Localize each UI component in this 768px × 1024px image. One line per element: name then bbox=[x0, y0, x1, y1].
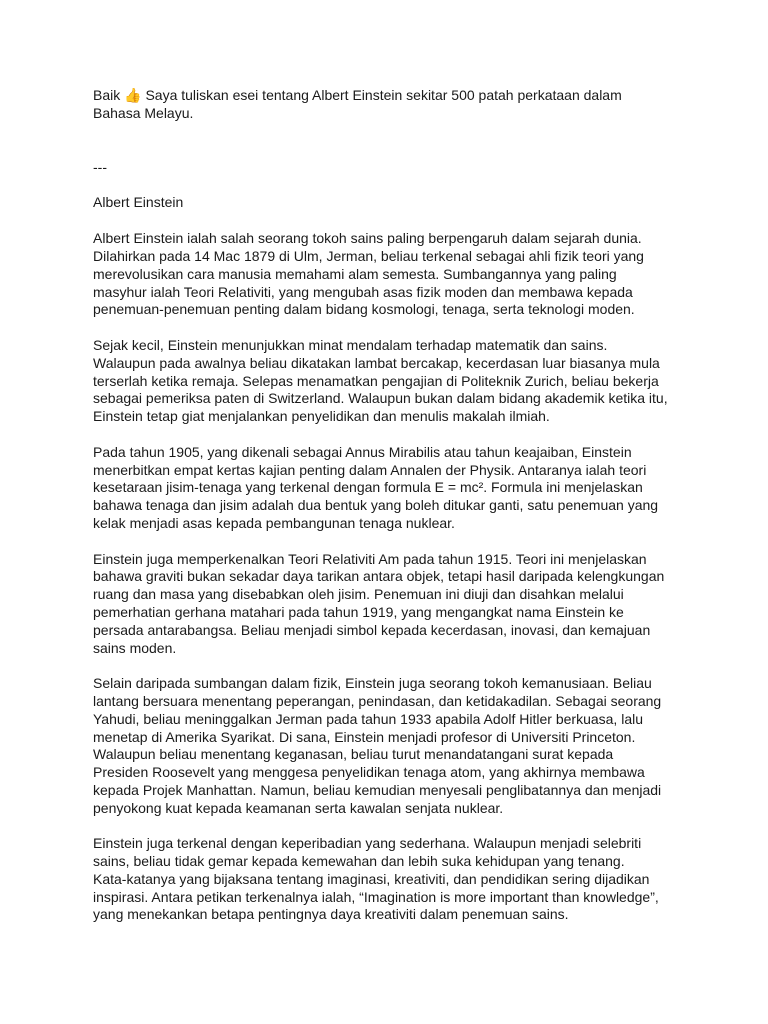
paragraph-4: Einstein juga memperkenalkan Teori Relativiti Am pada tahun 1915. Teori ini menjelaskan bahawa graviti bukan sekadar daya tarikan antara objek, tetapi hasil daripada kelengkungan ruang dan masa yang disebabkan oleh jisim. Penemuan ini diuji dan disahkan melalui pemerhatian gerhana matahari pada tahun 1919, yang mengangkat nama Einstein ke persada antarabangsa. Beliau menjadi simbol kepada kecerdasan, inovasi, dan kemajuan sains moden. bbox=[93, 550, 665, 656]
section-divider: --- bbox=[93, 158, 107, 175]
paragraph-2: Sejak kecil, Einstein menunjukkan minat mendalam terhadap matematik dan sains. Walaupun pada awalnya beliau dikatakan lambat bercakap, kecerdasan luar biasanya mula terserlah ketika remaja. Selepas menamatkan pengajian di Politeknik Zurich, beliau bekerja sebagai pemeriksa paten di Switzerland. Walaupun bukan dalam bidang akademik ketika itu, Einstein tetap giat menjalankan penyelidikan dan menulis makalah ilmiah. bbox=[93, 336, 668, 425]
paragraph-1: Albert Einstein ialah salah seorang tokoh sains paling berpengaruh dalam sejarah dunia. Dilahirkan pada 14 Mac 1879 di Ulm, Jerman, beliau terkenal sebagai ahli fizik teori yang merevolusikan cara manusia memahami alam semesta. Sumbangannya yang paling masyhur ialah Teori Relativiti, yang mengubah asas fizik moden dan membawa kepada penemuan-penemuan penting dalam bidang kosmologi, tenaga, serta teknologi moden. bbox=[93, 230, 644, 318]
essay-title: Albert Einstein bbox=[93, 194, 184, 211]
paragraph-3: Pada tahun 1905, yang dikenali sebagai Annus Mirabilis atau tahun keajaiban, Einstein menerbitkan empat kertas kajian penting dalam Annalen der Physik. Antaranya ialah teori kesetaraan jisim-tenaga yang terkenal dengan formula E = mc². Formula ini menjelaskan bahawa tenaga dan jisim adalah dua bentuk yang boleh ditukar ganti, satu penemuan yang kelak menjadi asas kepada pembangunan tenaga nuklear. bbox=[93, 443, 659, 531]
intro-text: Baik 👍 Saya tuliskan esei tentang Albert Einstein sekitar 500 patah perkataan dalam Bahasa Melayu. bbox=[93, 87, 622, 121]
paragraph-6: Einstein juga terkenal dengan keperibadian yang sederhana. Walaupun menjadi selebriti sains, beliau tidak gemar kepada kemewahan dan lebih suka kehidupan yang tenang. Kata-katanya yang bijaksana tentang imaginasi, kreativiti, dan pendidikan sering dijadikan inspirasi. Antara petikan terkenalnya ialah, “Imagination is more important than knowledge”, yang menekankan betapa pentingnya daya kreativiti dalam penemuan sains. bbox=[93, 835, 659, 923]
document-page bbox=[93, 87, 683, 942]
paragraph-5: Selain daripada sumbangan dalam fizik, Einstein juga seorang tokoh kemanusiaan. Beliau lantang bersuara menentang peperangan, penindasan, dan ketidakadilan. Sebagai seorang Yahudi, beliau meninggalkan Jerman pada tahun 1933 apabila Adolf Hitler berkuasa, lalu menetap di Amerika Syarikat. Di sana, Einstein menjadi profesor di Universiti Princeton. Walaupun beliau menentang keganasan, beliau turut menandatangani surat kepada Presiden Roosevelt yang menggesa penyelidikan tenaga atom, yang akhirnya membawa kepada Projek Manhattan. Namun, beliau kemudian menyesali penglibatannya dan menjadi penyokong kuat kepada keamanan serta kawalan senjata nuklear. bbox=[93, 675, 662, 816]
